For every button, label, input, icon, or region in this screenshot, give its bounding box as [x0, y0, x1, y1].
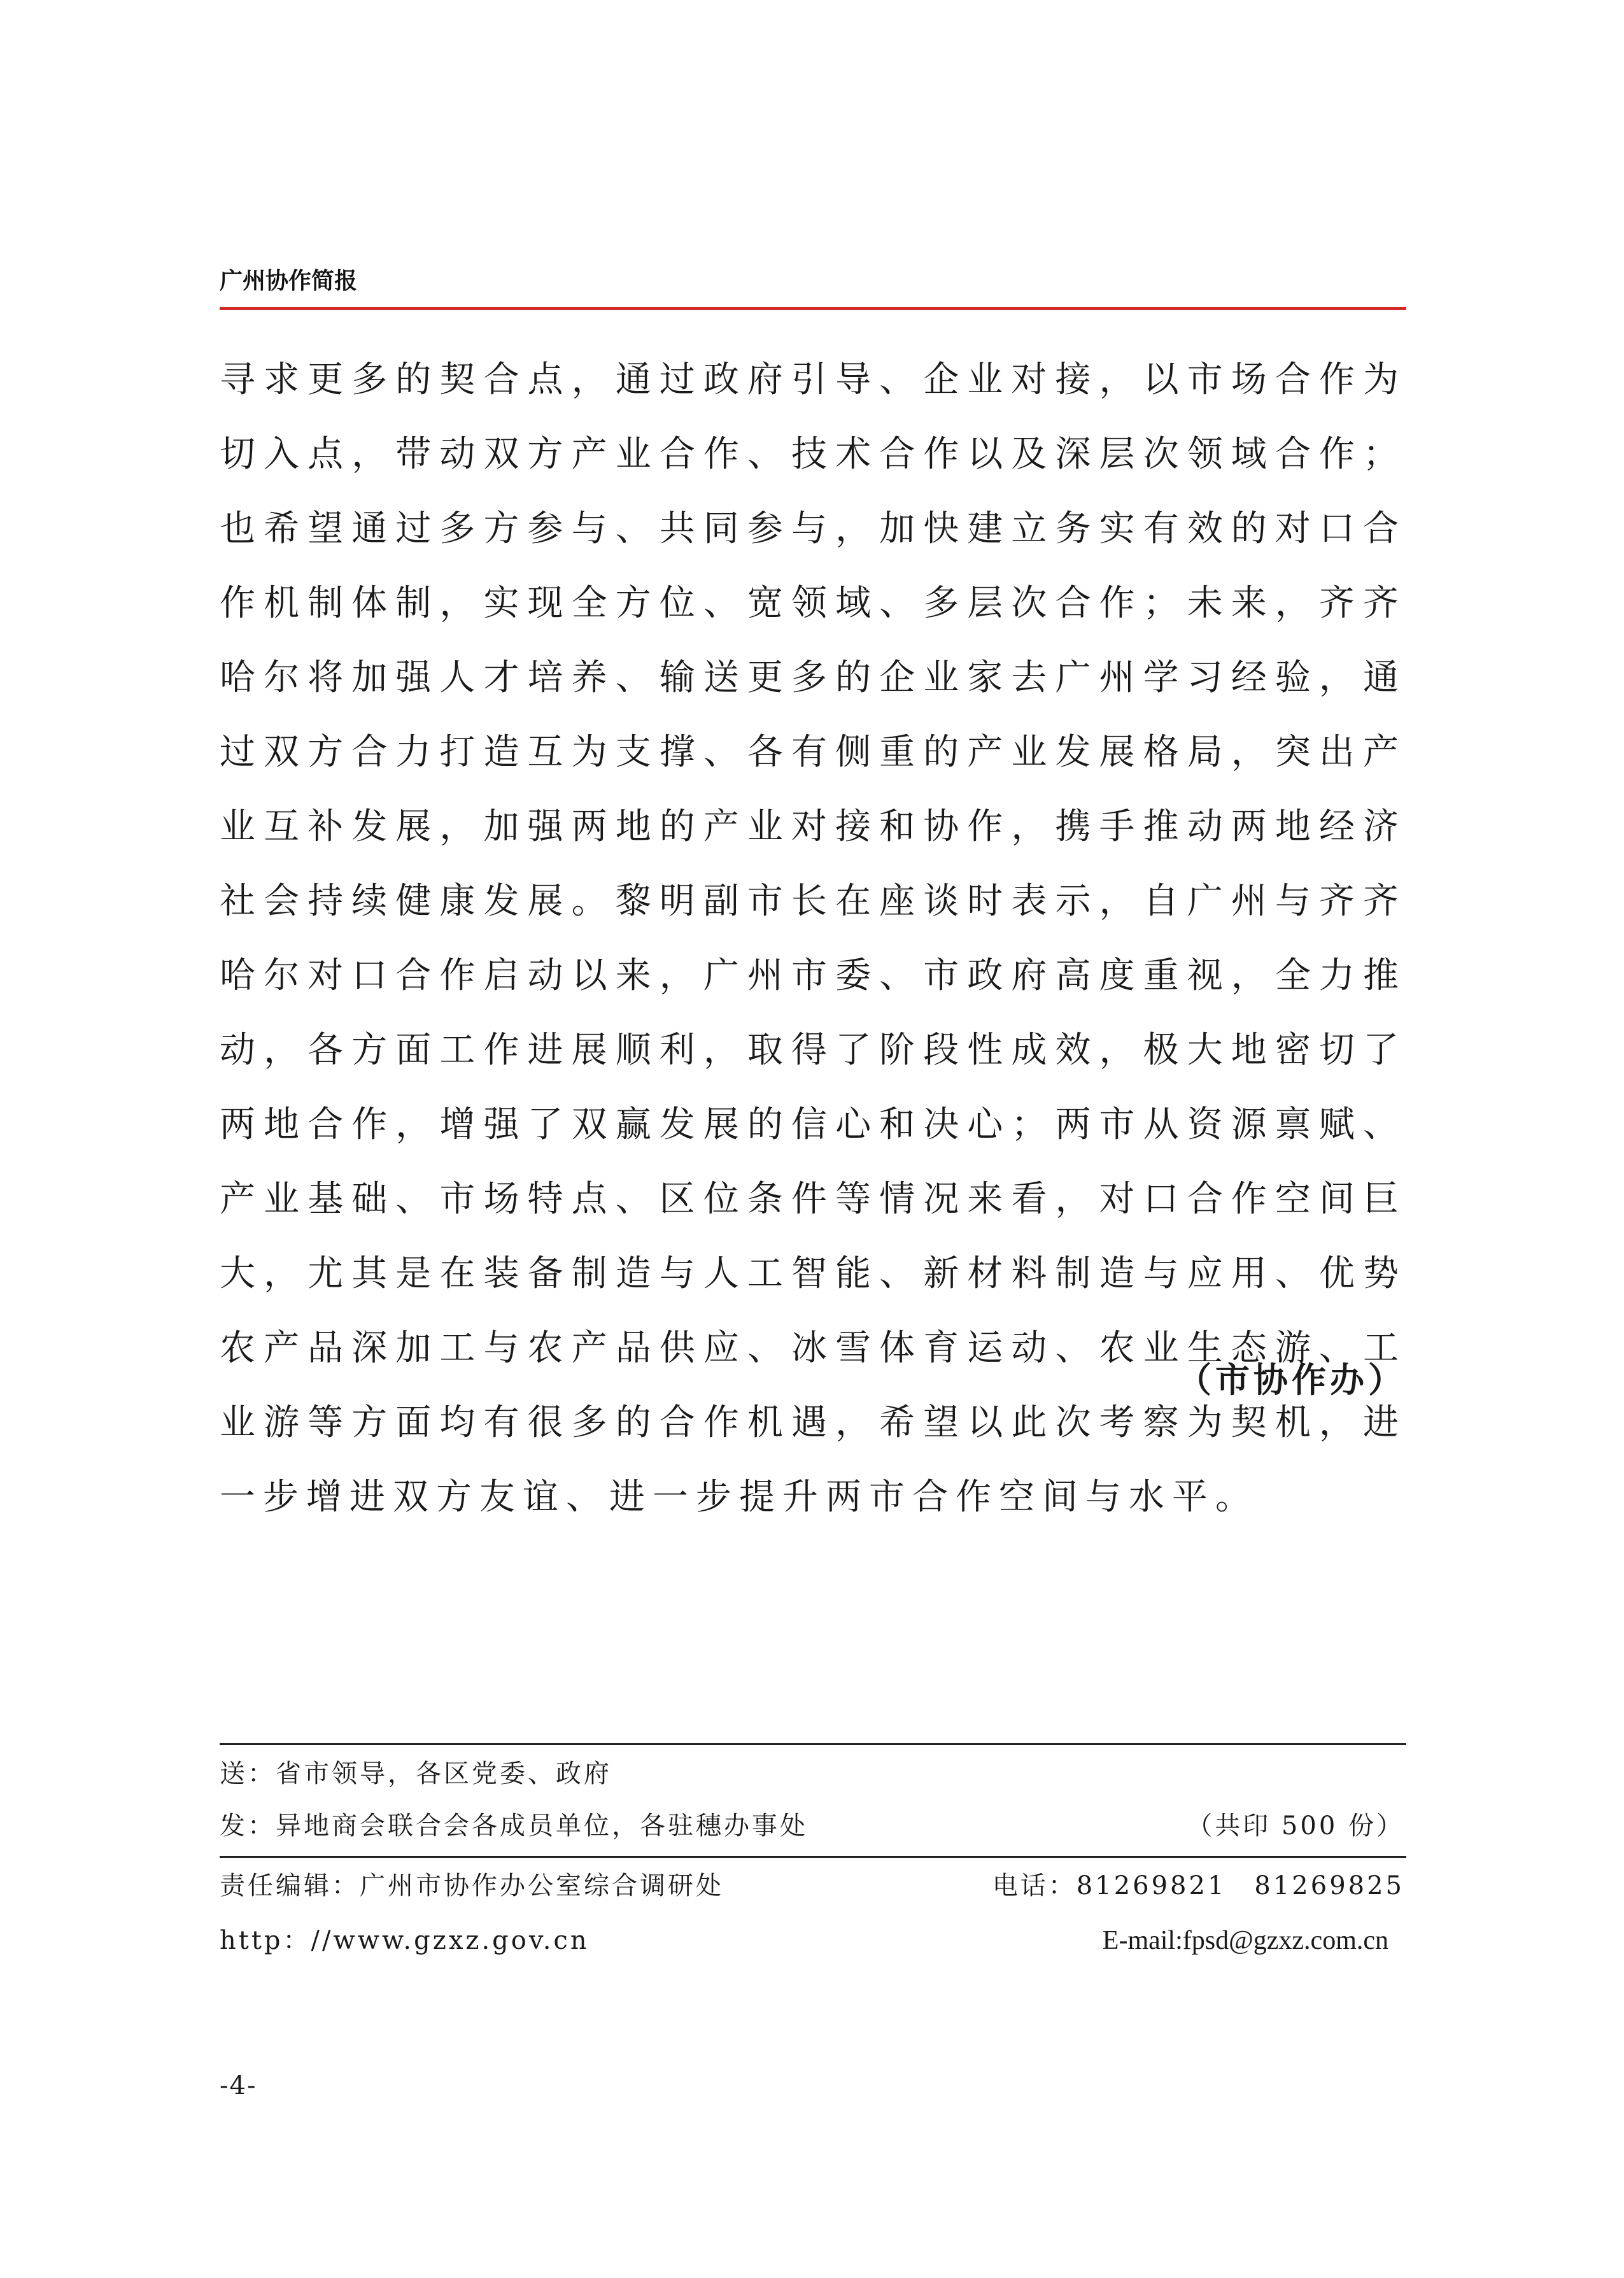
footer-top-rule: [220, 1743, 1406, 1745]
bulletin-title: 广州协作简报: [220, 268, 358, 294]
editor-line: 责任编辑：广州市协作办公室综合调研处: [220, 1871, 724, 1900]
website-link[interactable]: http：//www.gzxz.gov.cn: [220, 1926, 590, 1955]
page-number: -4-: [220, 2071, 257, 2100]
distribute-to-line: 发：异地商会联合会各成员单位，各驻穗办事处: [220, 1811, 808, 1841]
article-body: 寻求更多的契合点，通过政府引导、企业对接，以市场合作为切入点，带动双方产业合作、技术合作以及深层次领域合作；也希望通过多方参与、共同参与，加快建立务实有效的对口合作机制体制，实现全方位、宽领域、多层次合作；未来，齐齐哈尔将加强人才培养、输送更多的企业家去广州学习经验，通过双方合力打造互为支撑、各有侧重的产业发展格局，突出产业互补发展，加强两地的产业对接和协作，携手推动两地经济社会持续健康发展。黎明副市长在座谈时表示，自广州与齐齐哈尔对口合作启动以来，广州市委、市政府高度重视，全力推动，各方面工作进展顺利，取得了阶段性成效，极大地密切了两地合作，增强了双赢发展的信心和决心；两市从资源禀赋、产业基础、市场特点、区位条件等情况来看，对口合作空间巨大，尤其是在装备制造与人工智能、新材料制造与应用、优势农产品深加工与农产品供应、冰雪体育运动、农业生态游、工业游等方面均有很多的合作机遇，希望以此次考察为契机，进一步增进双方友谊、进一步提升两市合作空间与水平。: [220, 359, 1406, 1518]
footer-middle-rule: [220, 1856, 1406, 1858]
header-red-rule: [220, 307, 1406, 310]
send-to-line: 送：省市领导，各区党委、政府: [220, 1759, 612, 1788]
print-count: （共印 500 份）: [1187, 1811, 1404, 1841]
phone-line: 电话：81269821 81269825: [992, 1871, 1404, 1900]
article-attribution: （市协作办）: [1177, 1360, 1406, 1400]
email-link[interactable]: E-mail:fpsd@gzxz.com.cn: [1102, 1926, 1388, 1955]
